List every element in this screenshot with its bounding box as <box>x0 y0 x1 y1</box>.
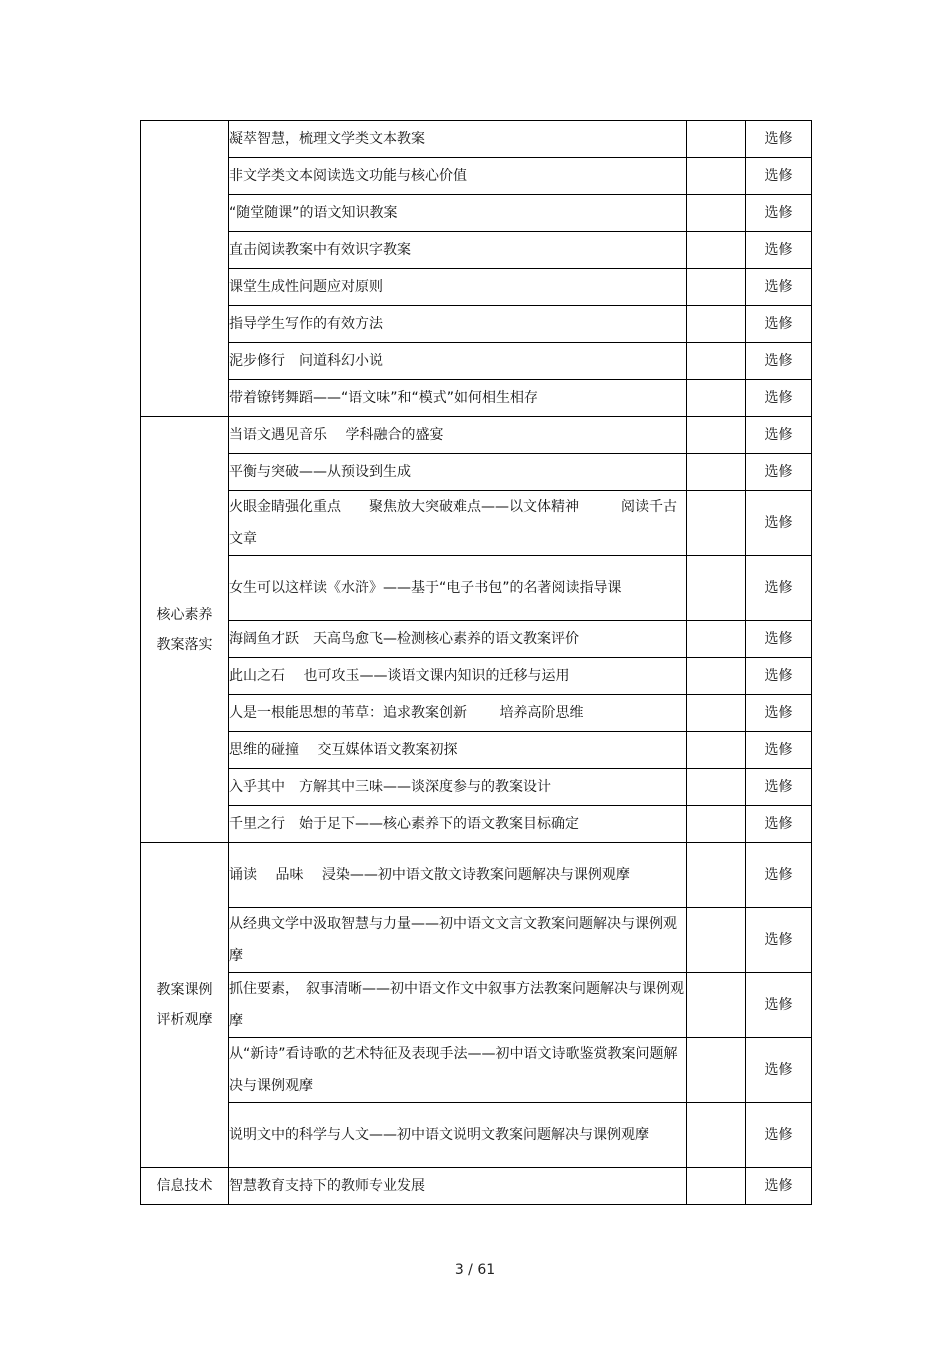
course-title-cell <box>229 158 687 195</box>
course-title-cell <box>229 1168 687 1205</box>
course-type: 选修 <box>764 631 793 647</box>
category-label: 教案课例 评析观摩 <box>156 982 213 1028</box>
course-title-cell <box>229 232 687 269</box>
course-type: 选修 <box>764 816 793 832</box>
course-type: 选修 <box>764 1127 793 1143</box>
course-type-cell <box>746 343 812 380</box>
course-type-cell <box>746 195 812 232</box>
course-table-body <box>141 121 812 1205</box>
course-type: 选修 <box>764 279 793 295</box>
course-type-cell <box>746 121 812 158</box>
empty-cell <box>687 380 746 417</box>
course-title: 指导学生写作的有效方法 <box>229 316 383 332</box>
course-type: 选修 <box>764 205 793 221</box>
course-type-cell <box>746 1038 812 1103</box>
table-row <box>141 769 812 806</box>
empty-cell <box>687 1103 746 1168</box>
category-cell <box>141 843 229 1168</box>
empty-cell <box>687 695 746 732</box>
category-cell <box>141 417 229 843</box>
course-type: 选修 <box>764 779 793 795</box>
course-table <box>140 120 812 1205</box>
empty-cell <box>687 158 746 195</box>
course-title: 思维的碰撞 交互媒体语文教案初探 <box>229 742 458 758</box>
course-title-cell <box>229 121 687 158</box>
course-title: 平衡与突破——从预设到生成 <box>229 464 411 480</box>
course-type: 选修 <box>764 464 793 480</box>
course-type-cell <box>746 417 812 454</box>
course-type-cell <box>746 380 812 417</box>
table-row <box>141 491 812 556</box>
course-title-cell <box>229 195 687 232</box>
course-title: 火眼金睛强化重点 聚焦放大突破难点——以文体精神 阅读千古文章 <box>229 499 677 547</box>
course-type-cell <box>746 1168 812 1205</box>
table-row <box>141 306 812 343</box>
course-title: 课堂生成性问题应对原则 <box>229 279 383 295</box>
course-title: 入乎其中 方解其中三味——谈深度参与的教案设计 <box>229 779 551 795</box>
course-type: 选修 <box>764 353 793 369</box>
empty-cell <box>687 658 746 695</box>
course-title: 女生可以这样读《水浒》——基于“电子书包”的名著阅读指导课 <box>229 580 622 596</box>
category-cell <box>141 121 229 417</box>
course-title-cell <box>229 306 687 343</box>
empty-cell <box>687 769 746 806</box>
course-title-cell <box>229 556 687 621</box>
table-row <box>141 1168 812 1205</box>
table-row <box>141 380 812 417</box>
course-type: 选修 <box>764 580 793 596</box>
course-title: 海阔鱼才跃 天高鸟愈飞—检测核心素养的语文教案评价 <box>229 631 579 647</box>
course-type-cell <box>746 769 812 806</box>
course-type-cell <box>746 732 812 769</box>
course-title: 直击阅读教案中有效识字教案 <box>229 242 411 258</box>
table-row <box>141 269 812 306</box>
course-type-cell <box>746 454 812 491</box>
course-type-cell <box>746 843 812 908</box>
course-type: 选修 <box>764 932 793 948</box>
course-type: 选修 <box>764 390 793 406</box>
course-type-cell <box>746 269 812 306</box>
category-label: 核心素养 教案落实 <box>156 606 213 653</box>
course-type: 选修 <box>764 131 793 147</box>
empty-cell <box>687 556 746 621</box>
course-title: 当语文遇见音乐 学科融合的盛宴 <box>229 427 444 443</box>
course-title: 诵读 品味 浸染——初中语文散文诗教案问题解决与课例观摩 <box>229 867 630 883</box>
course-type: 选修 <box>764 1178 793 1194</box>
table-row <box>141 343 812 380</box>
empty-cell <box>687 732 746 769</box>
table-row <box>141 621 812 658</box>
table-row <box>141 417 812 454</box>
course-title: 从“新诗”看诗歌的艺术特征及表现手法——初中语文诗歌鉴赏教案问题解决与课例观摩 <box>229 1046 678 1094</box>
course-title: 说明文中的科学与人文——初中语文说明文教案问题解决与课例观摩 <box>229 1127 649 1143</box>
course-title-cell <box>229 1038 687 1103</box>
empty-cell <box>687 269 746 306</box>
table-row <box>141 908 812 973</box>
course-type-cell <box>746 695 812 732</box>
empty-cell <box>687 232 746 269</box>
course-title-cell <box>229 843 687 908</box>
empty-cell <box>687 491 746 556</box>
course-type: 选修 <box>764 668 793 684</box>
course-title-cell <box>229 695 687 732</box>
course-title: 带着镣铐舞蹈——“语文味”和“模式”如何相生相存 <box>229 390 539 406</box>
empty-cell <box>687 121 746 158</box>
empty-cell <box>687 454 746 491</box>
course-title: 泥步修行 问道科幻小说 <box>229 353 383 369</box>
course-title-cell <box>229 806 687 843</box>
table-row <box>141 973 812 1038</box>
course-title-cell <box>229 343 687 380</box>
course-type-cell <box>746 158 812 195</box>
course-type-cell <box>746 806 812 843</box>
course-type: 选修 <box>764 997 793 1013</box>
course-title-cell <box>229 732 687 769</box>
course-type: 选修 <box>764 867 793 883</box>
course-type-cell <box>746 556 812 621</box>
course-title-cell <box>229 417 687 454</box>
table-row <box>141 556 812 621</box>
table-row <box>141 232 812 269</box>
course-title: 人是一根能思想的苇草：追求教案创新 培养高阶思维 <box>229 705 584 721</box>
course-type: 选修 <box>764 1062 793 1078</box>
course-type-cell <box>746 232 812 269</box>
table-row <box>141 1103 812 1168</box>
course-type: 选修 <box>764 515 793 531</box>
course-title-cell <box>229 658 687 695</box>
empty-cell <box>687 843 746 908</box>
course-type-cell <box>746 491 812 556</box>
table-row <box>141 454 812 491</box>
empty-cell <box>687 908 746 973</box>
table-row <box>141 806 812 843</box>
table-row <box>141 195 812 232</box>
table-row <box>141 732 812 769</box>
empty-cell <box>687 343 746 380</box>
course-title: 千里之行 始于足下——核心素养下的语文教案目标确定 <box>229 816 579 832</box>
course-title-cell <box>229 491 687 556</box>
course-title: 此山之石 也可攻玉——谈语文课内知识的迁移与运用 <box>229 668 570 684</box>
course-title: 抓住要素， 叙事清晰——初中语文作文中叙事方法教案问题解决与课例观摩 <box>229 981 684 1029</box>
empty-cell <box>687 195 746 232</box>
table-row <box>141 121 812 158</box>
table-row <box>141 695 812 732</box>
course-type-cell <box>746 306 812 343</box>
course-type-cell <box>746 658 812 695</box>
course-type-cell <box>746 908 812 973</box>
course-title-cell <box>229 454 687 491</box>
empty-cell <box>687 1038 746 1103</box>
course-title-cell <box>229 908 687 973</box>
course-title: 从经典文学中汲取智慧与力量——初中语文文言文教案问题解决与课例观摩 <box>229 916 677 964</box>
empty-cell <box>687 306 746 343</box>
course-type-cell <box>746 973 812 1038</box>
table-row <box>141 1038 812 1103</box>
category-cell <box>141 1168 229 1205</box>
empty-cell <box>687 806 746 843</box>
course-title: 凝萃智慧，梳理文学类文本教案 <box>229 131 425 147</box>
course-type-cell <box>746 621 812 658</box>
course-title-cell <box>229 769 687 806</box>
table-row <box>141 843 812 908</box>
empty-cell <box>687 621 746 658</box>
course-title-cell <box>229 380 687 417</box>
course-type: 选修 <box>764 705 793 721</box>
course-title-cell <box>229 621 687 658</box>
course-type: 选修 <box>764 168 793 184</box>
course-title-cell <box>229 1103 687 1168</box>
empty-cell <box>687 973 746 1038</box>
course-title-cell <box>229 269 687 306</box>
page-number: 3 / 61 <box>454 1262 496 1278</box>
course-title: “随堂随课”的语文知识教案 <box>229 205 398 221</box>
empty-cell <box>687 417 746 454</box>
table-row <box>141 658 812 695</box>
category-label: 信息技术 <box>156 1178 213 1194</box>
empty-cell <box>687 1168 746 1205</box>
course-title: 非文学类文本阅读选文功能与核心价值 <box>229 168 467 184</box>
course-type: 选修 <box>764 316 793 332</box>
course-type-cell <box>746 1103 812 1168</box>
course-type: 选修 <box>764 427 793 443</box>
course-title-cell <box>229 973 687 1038</box>
course-title: 智慧教育支持下的教师专业发展 <box>229 1178 425 1194</box>
course-type: 选修 <box>764 242 793 258</box>
table-row <box>141 158 812 195</box>
course-type: 选修 <box>764 742 793 758</box>
